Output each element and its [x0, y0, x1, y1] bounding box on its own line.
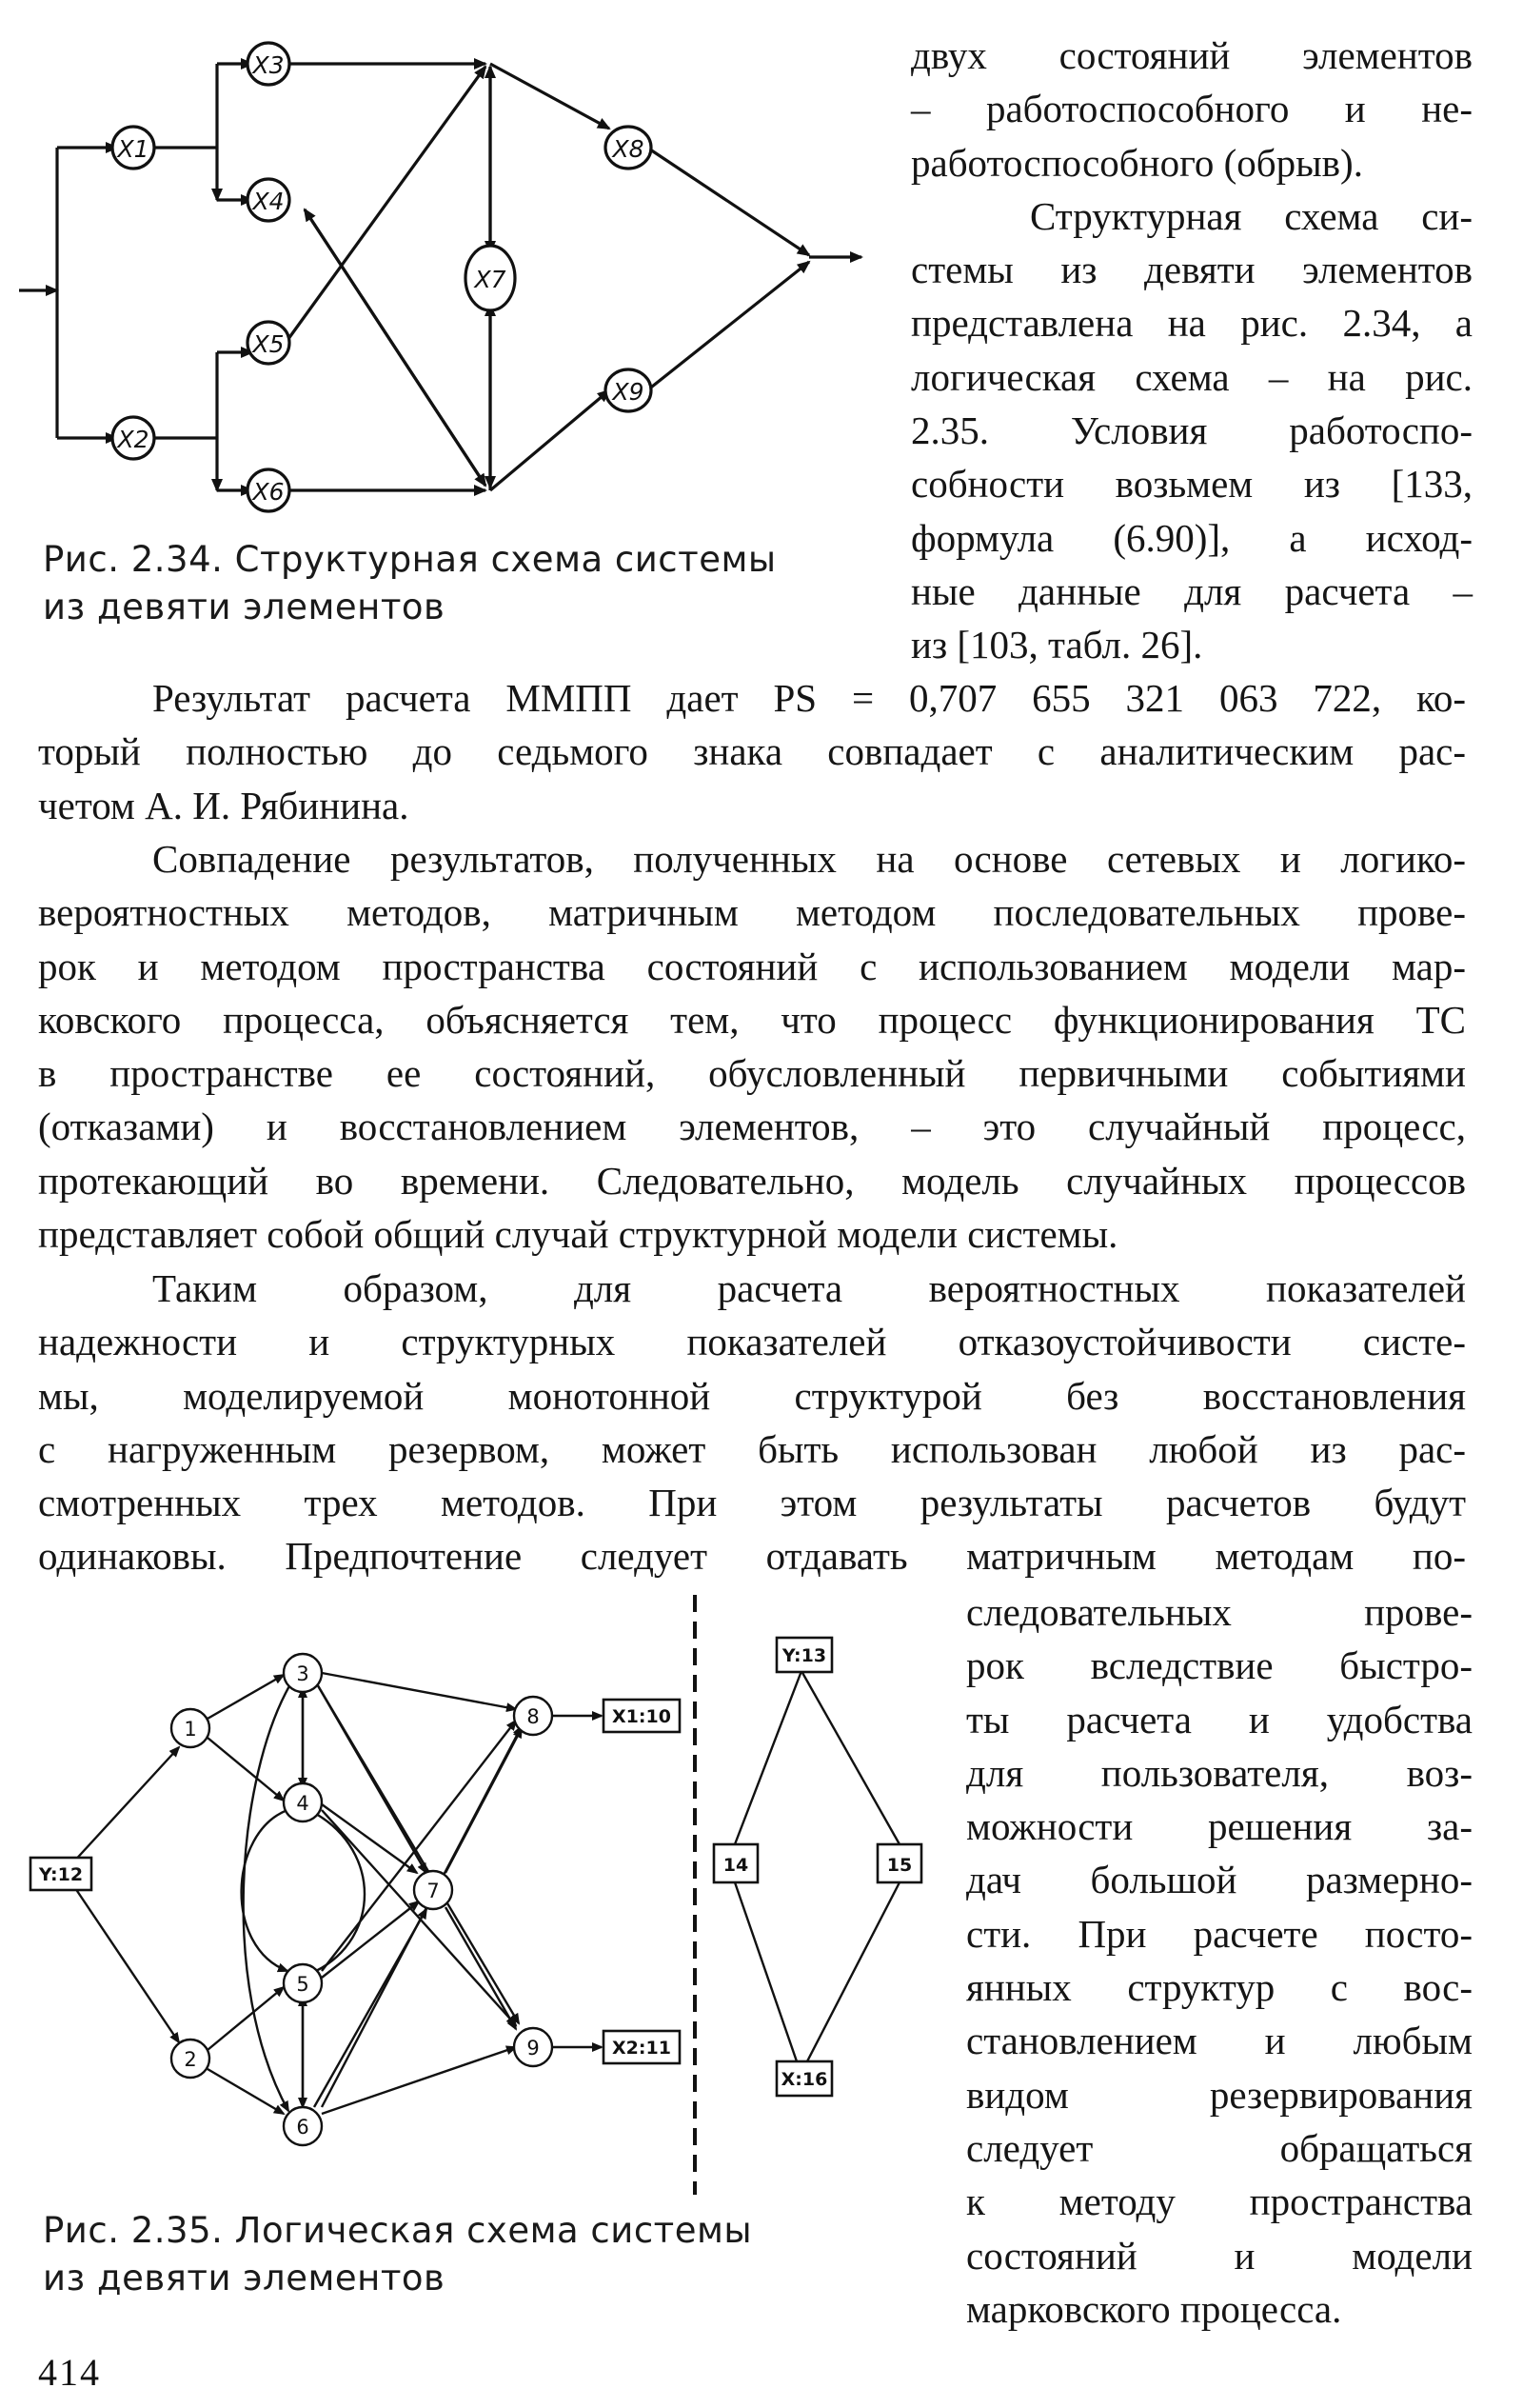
text-line: янных структур с вос- [966, 1965, 1473, 2010]
svg-text:14: 14 [722, 1855, 749, 1876]
text-line: следовательных прове- [966, 1590, 1473, 1634]
text-line: становлением и любым [966, 2019, 1473, 2063]
box-15 [878, 1844, 921, 1882]
svg-text:9: 9 [526, 2037, 540, 2060]
svg-text:X:16: X:16 [781, 2069, 828, 2090]
box-14 [714, 1844, 758, 1882]
text-line: из [103, табл. 26]. [911, 623, 1203, 667]
svg-text:Y:13: Y:13 [781, 1645, 827, 1666]
text-line: ты расчета и удобства [966, 1697, 1473, 1741]
text-line: в пространстве ее состояний, обусловленный первичными событиями [38, 1051, 1466, 1096]
text-line: работоспособного (обрыв). [911, 140, 1363, 185]
node-x4 [247, 179, 289, 221]
svg-text:X9: X9 [612, 378, 644, 406]
paragraph-conclusion [38, 1262, 1466, 1583]
svg-text:X5: X5 [252, 330, 285, 358]
box-x1-10 [603, 1700, 680, 1732]
text-line: можности решения за- [966, 1804, 1473, 1849]
text-line: двух состояний элементов [911, 33, 1473, 77]
svg-text:4: 4 [296, 1792, 309, 1815]
top-right-text-column [911, 29, 1473, 672]
svg-text:5: 5 [296, 1973, 309, 1996]
svg-text:15: 15 [886, 1855, 913, 1876]
text-line: (отказами) и восстановлением элементов, – это случайный процесс, [38, 1104, 1466, 1149]
text-line: торый полностью до седьмого знака совпадает с аналитическим рас- [38, 729, 1466, 774]
svg-text:X6: X6 [252, 478, 285, 506]
text-line: формула (6.90)], а исход- [911, 515, 1473, 560]
node-x3 [247, 43, 289, 85]
text-line: Структурная схема си- [1030, 193, 1473, 238]
box-y12 [30, 1858, 91, 1890]
node-x7 [465, 246, 515, 310]
text-line: Совпадение результатов, полученных на основе сетевых и логико- [152, 837, 1466, 881]
text-line: для пользователя, воз- [966, 1750, 1473, 1795]
node-x6 [247, 469, 289, 511]
node-8 [514, 1697, 552, 1735]
node-3 [284, 1654, 322, 1692]
svg-text:X8: X8 [612, 135, 644, 163]
box-x16 [777, 2061, 832, 2096]
svg-text:X7: X7 [474, 266, 506, 293]
text-line: 2.35. Условия работоспо- [911, 408, 1473, 453]
caption-line: из девяти элементов [43, 587, 445, 627]
text-line: ковского процесса, объясняется тем, что процесс функционирования ТС [38, 997, 1466, 1042]
text-line: вероятностных методов, матричным методом последовательных прове- [38, 890, 1466, 935]
node-5 [284, 1964, 322, 2002]
svg-text:8: 8 [526, 1705, 540, 1728]
page-number: 414 [38, 2351, 101, 2394]
svg-text:3: 3 [296, 1662, 309, 1685]
svg-text:X3: X3 [252, 51, 285, 79]
logical-scheme-figure [19, 1585, 952, 2195]
text-line: видом резервирования [966, 2072, 1473, 2117]
figure-caption-top [43, 536, 777, 631]
node-x5 [247, 322, 289, 364]
text-line: ные данные для расчета – [911, 568, 1473, 613]
node-4 [284, 1783, 322, 1821]
text-line: состояний и модели [966, 2233, 1473, 2278]
text-line: логическая схема – на рис. [911, 354, 1473, 399]
paragraph-coincidence [38, 832, 1466, 1261]
text-line: рок вследствие быстро- [966, 1643, 1473, 1688]
box-x2-11 [603, 2031, 680, 2063]
text-line: собности возьмем из [133, [911, 462, 1473, 507]
svg-text:6: 6 [296, 2116, 309, 2139]
node-x2 [112, 417, 154, 459]
node-x1 [112, 127, 154, 169]
text-line: протекающий во времени. Следовательно, модель случайных процессов [38, 1158, 1466, 1203]
svg-text:2: 2 [184, 2048, 197, 2071]
text-line: смотренных трех методов. При этом результаты расчетов будут [38, 1481, 1466, 1525]
svg-text:7: 7 [426, 1880, 440, 1902]
text-line: рок и методом пространства состояний с использованием модели мар- [38, 944, 1466, 988]
text-line: Таким образом, для расчета вероятностных показателей [152, 1266, 1466, 1310]
text-line: марковского процесса. [966, 2286, 1342, 2331]
caption-line: Рис. 2.34. Структурная схема системы [43, 539, 777, 580]
node-x8 [605, 127, 651, 169]
box-y13 [777, 1638, 832, 1672]
node-1 [171, 1709, 209, 1747]
text-line: сти. При расчете посто- [966, 1911, 1473, 1956]
node-7 [414, 1871, 452, 1909]
bottom-right-text-column [966, 1585, 1473, 2336]
text-line: дач большой размерно- [966, 1858, 1473, 1902]
node-x9 [605, 369, 651, 411]
text-line: – работоспособного и не- [911, 87, 1473, 131]
svg-text:X2:11: X2:11 [612, 2038, 671, 2059]
node-9 [514, 2028, 552, 2066]
text-line: надежности и структурных показателей отказоустойчивости систе- [38, 1320, 1466, 1364]
text-line: Результат расчета ММПП дает PS = 0,707 655 321 063 722, ко- [152, 676, 1466, 720]
text-line: представляет собой общий случай структурной модели системы. [38, 1212, 1118, 1257]
structural-scheme-figure [19, 19, 904, 533]
paragraph-result [38, 671, 1466, 832]
svg-text:X1:10: X1:10 [612, 1706, 671, 1727]
svg-text:X1: X1 [117, 135, 149, 163]
text-line: одинаковы. Предпочтение следует отдавать матричным методам по- [38, 1534, 1466, 1579]
figure-caption-bottom [43, 2207, 752, 2302]
svg-text:X2: X2 [117, 426, 149, 453]
caption-line: Рис. 2.35. Логическая схема системы [43, 2210, 753, 2251]
text-line: представлена на рис. 2.34, а [911, 301, 1473, 346]
text-line: четом А. И. Рябинина. [38, 783, 409, 827]
node-6 [284, 2107, 322, 2145]
text-line: мы, моделируемой монотонной структурой без восстановления [38, 1373, 1466, 1418]
svg-text:1: 1 [184, 1718, 197, 1741]
caption-line: из девяти элементов [43, 2258, 445, 2299]
text-line: стемы из девяти элементов [911, 248, 1473, 292]
text-line: к методу пространства [966, 2179, 1473, 2224]
text-line: следует обращаться [966, 2125, 1473, 2170]
node-2 [171, 2040, 209, 2078]
svg-text:X4: X4 [252, 188, 285, 215]
svg-text:Y:12: Y:12 [38, 1864, 84, 1885]
text-line: с нагруженным резервом, может быть использован любой из рас- [38, 1426, 1466, 1471]
